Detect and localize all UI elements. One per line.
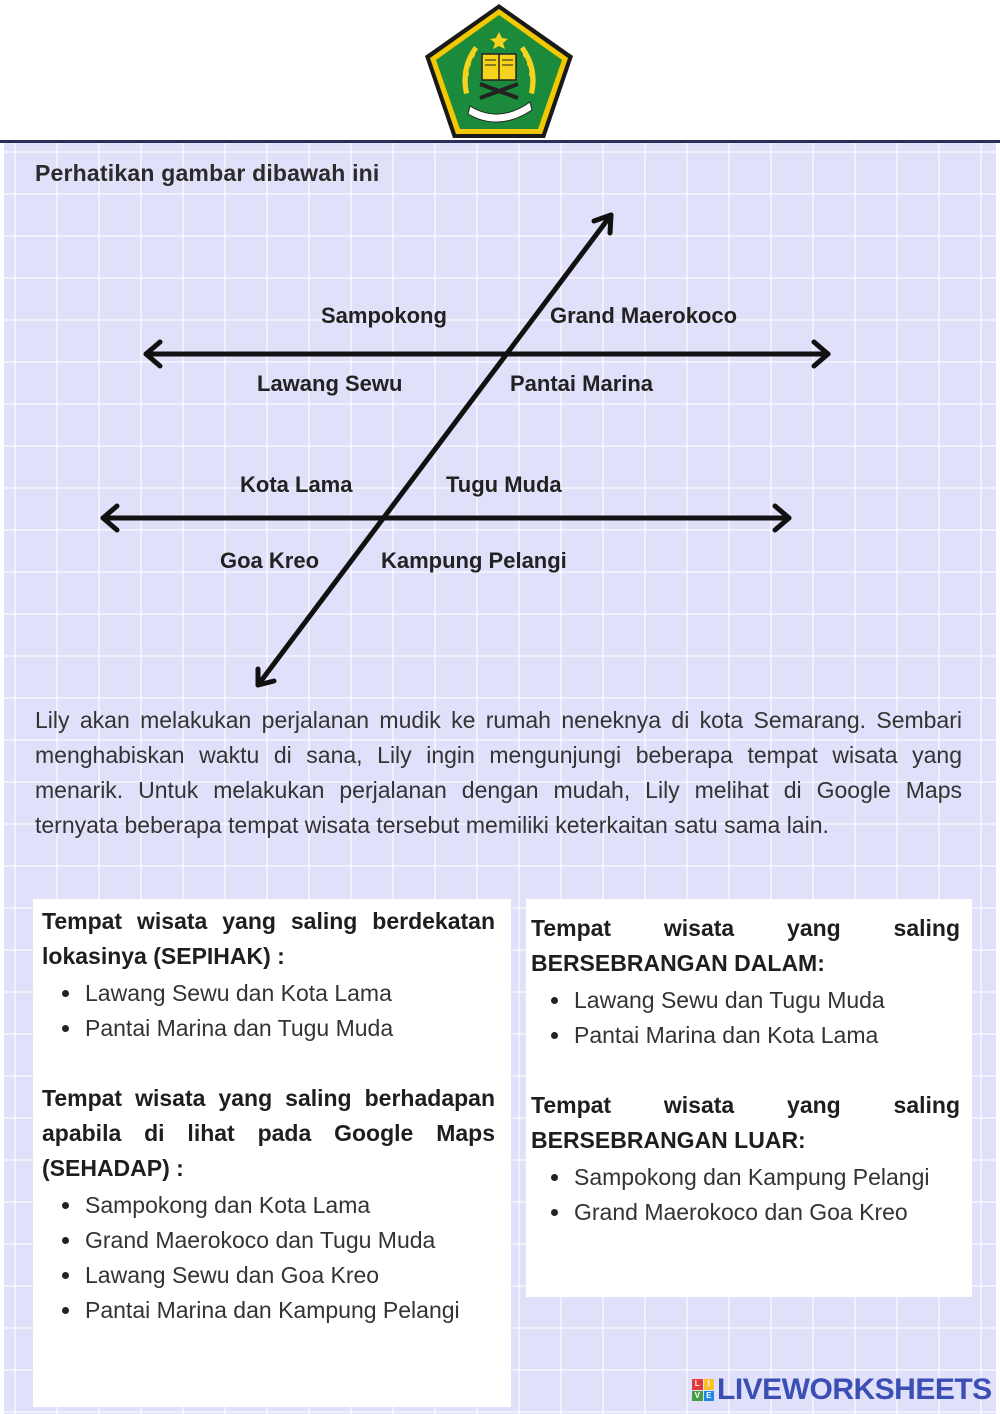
diagram-lines [0,143,1000,703]
list-item: Sampokong dan Kota Lama [42,1188,495,1223]
logo-letter: L [692,1379,703,1390]
list-item: Pantai Marina dan Tugu Muda [42,1011,495,1046]
label-tugu-muda: Tugu Muda [446,472,562,497]
liveworksheets-watermark [692,1373,992,1407]
list-item: Pantai Marina dan Kota Lama [531,1018,960,1053]
label-kota-lama: Kota Lama [240,472,353,497]
sehadap-title: Tempat wisata yang saling berhadapan apabila di lihat pada Google Maps (SEHADAP) : [42,1085,495,1181]
list-item: Lawang Sewu dan Kota Lama [42,976,495,1011]
bersebrangan-dalam-title: Tempat wisata yang saling BERSEBRANGAN DALAM: [531,915,960,976]
list-item: Grand Maerokoco dan Tugu Muda [42,1223,495,1258]
label-sampokong: Sampokong [321,303,447,328]
label-lawang-sewu: Lawang Sewu [257,371,403,396]
parallel-lines-diagram [0,143,1000,703]
right-answer-card [526,899,972,1297]
story-paragraph: Lily akan melakukan perjalanan mudik ke rumah neneknya di kota Semarang. Sembari menghabiskan waktu di sana, Lily ingin mengunjungi beberapa tempat wisata yang menarik. Untuk melakukan perjalanan dengan mudah, Lily melihat di Google Maps ternyata beberapa tempat wisata tersebut memiliki keterkaitan satu sama lain. [35,707,962,838]
list-item: Lawang Sewu dan Tugu Muda [531,983,960,1018]
label-pantai-marina: Pantai Marina [510,371,654,396]
label-goa-kreo: Goa Kreo [220,548,320,573]
logo-letter: E [704,1391,715,1402]
liveworksheets-logo-icon [692,1379,714,1401]
bersebrangan-luar-title: Tempat wisata yang saling BERSEBRANGAN LUAR: [531,1092,960,1153]
bersebrangan-luar-list [531,1160,960,1230]
sepihak-title: Tempat wisata yang saling berdekatan lokasinya (SEPIHAK) : [42,908,495,969]
logo-letter: V [692,1391,703,1402]
label-kampung-pelangi: Kampung Pelangi [381,548,567,573]
label-grand-maerokoco: Grand Maerokoco [550,303,738,328]
sehadap-list [42,1188,495,1328]
transversal-line [258,215,611,685]
left-answer-card [33,899,511,1407]
bersebrangan-dalam-list [531,983,960,1053]
list-item: Grand Maerokoco dan Goa Kreo [531,1195,960,1230]
liveworksheets-text: LIVEWORKSHEETS [717,1373,992,1406]
page-header [0,0,1000,142]
list-item: Lawang Sewu dan Goa Kreo [42,1258,495,1293]
logo-letter: I [704,1379,715,1390]
list-item: Sampokong dan Kampung Pelangi [531,1160,960,1195]
instruction-heading: Perhatikan gambar dibawah ini [35,160,380,186]
list-item: Pantai Marina dan Kampung Pelangi [42,1293,495,1328]
kemenag-emblem-icon [422,2,576,140]
sepihak-list [42,976,495,1046]
